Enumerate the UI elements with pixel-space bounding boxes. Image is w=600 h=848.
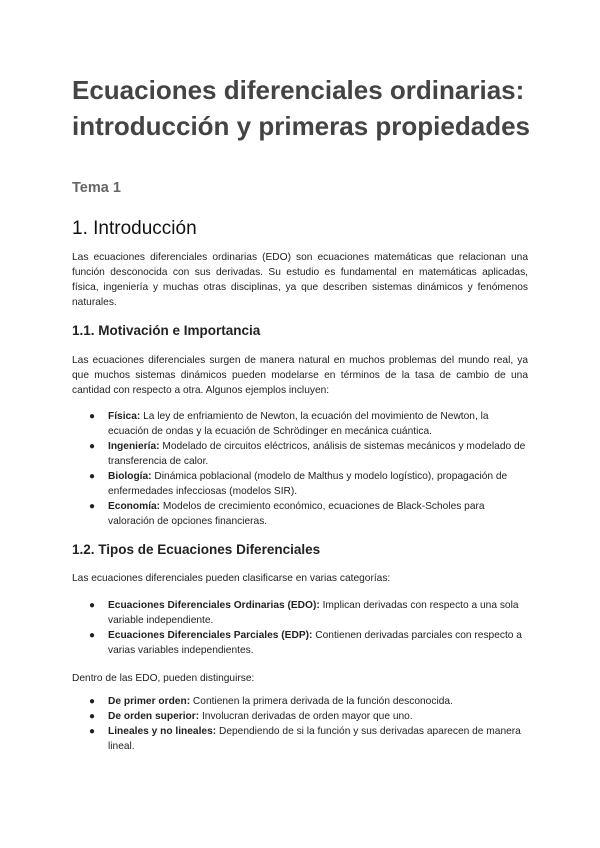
list-item [72, 694, 528, 709]
bullet-icon: ● [89, 600, 96, 611]
document-title: Ecuaciones diferenciales ordinarias: introducción y primeras propiedades [72, 75, 530, 141]
bullet-icon: ● [89, 726, 96, 737]
list-item [72, 598, 528, 628]
list-item [72, 439, 528, 469]
list-item-term: Ecuaciones Diferenciales Ordinarias (EDO): [108, 600, 320, 611]
bullet-icon: ● [89, 696, 96, 707]
list-item-text: Contienen derivadas parciales con respecto a varias variables independientes. [108, 630, 522, 656]
tipos-intro: Las ecuaciones diferenciales pueden clasificarse en varias categorías: [72, 573, 391, 584]
edo-types-list [72, 694, 528, 754]
list-item-term: De primer orden: [108, 696, 191, 707]
bullet-icon: ● [89, 501, 96, 512]
list-item-term: Física: [108, 411, 141, 422]
list-item-term: Ecuaciones Diferenciales Parciales (EDP): [108, 630, 313, 641]
list-item-text: Implican derivadas con respecto a una sola variable independiente. [108, 600, 519, 626]
bullet-icon: ● [89, 411, 96, 422]
list-item-term: De orden superior: [108, 711, 200, 722]
list-item-text: La ley de enfriamiento de Newton, la ecuación del movimiento de Newton, la ecuación de ondas y la ecuación de Schrödinger en mecánica cuántica. [108, 411, 489, 437]
bullet-icon: ● [89, 711, 96, 722]
list-item-term: Ingeniería: [108, 441, 160, 452]
bullet-icon: ● [89, 471, 96, 482]
examples-list [72, 409, 528, 529]
list-item-term: Lineales y no lineales: [108, 726, 217, 737]
bullet-icon: ● [89, 441, 96, 452]
list-item-term: Economía: [108, 501, 161, 512]
list-item-text: Modelado de circuitos eléctricos, análisis de sistemas mecánicos y modelado de transferencia de calor. [108, 441, 526, 467]
motivacion-paragraph: Las ecuaciones diferenciales surgen de manera natural en muchos problemas del mundo real, ya que muchos sistemas dinámicos pueden modelarse en términos de la tasa de cambio de una cantidad con respecto a otra. Algunos ejemplos incluyen: [72, 355, 528, 396]
list-item [72, 409, 528, 439]
edo-intro: Dentro de las EDO, pueden distinguirse: [72, 673, 255, 684]
list-item-text: Contienen la primera derivada de la función desconocida. [190, 696, 453, 707]
list-item-text: Dependiendo de si la función y sus derivadas aparecen de manera lineal. [108, 726, 521, 752]
list-item-term: Biología: [108, 471, 152, 482]
list-item-text: Modelos de crecimiento económico, ecuaciones de Black-Scholes para valoración de opciones financieras. [108, 501, 485, 527]
section-heading-introduccion: 1. Introducción [72, 218, 197, 239]
intro-paragraph: Las ecuaciones diferenciales ordinarias (EDO) son ecuaciones matemáticas que relacionan una función desconocida con sus derivadas. Su estudio es fundamental en matemáticas aplicadas, física, ingeniería y muchas otras disciplinas, ya que describen sistemas dinámicos y fenómenos naturales. [72, 252, 528, 308]
list-item [72, 469, 528, 499]
list-item [72, 628, 528, 658]
types-list [72, 598, 528, 658]
list-item [72, 709, 528, 724]
bullet-icon: ● [89, 630, 96, 641]
list-item [72, 499, 528, 529]
subsection-heading-tipos: 1.2. Tipos de Ecuaciones Diferenciales [72, 542, 321, 557]
document-subtitle: Tema 1 [72, 180, 121, 196]
list-item-text: Dinámica poblacional (modelo de Malthus y modelo logístico), propagación de enfermedades infecciosas (modelos SIR). [108, 471, 508, 497]
list-item [72, 724, 528, 754]
subsection-heading-motivacion: 1.1. Motivación e Importancia [72, 323, 261, 338]
list-item-text: Involucran derivadas de orden mayor que uno. [199, 711, 413, 722]
